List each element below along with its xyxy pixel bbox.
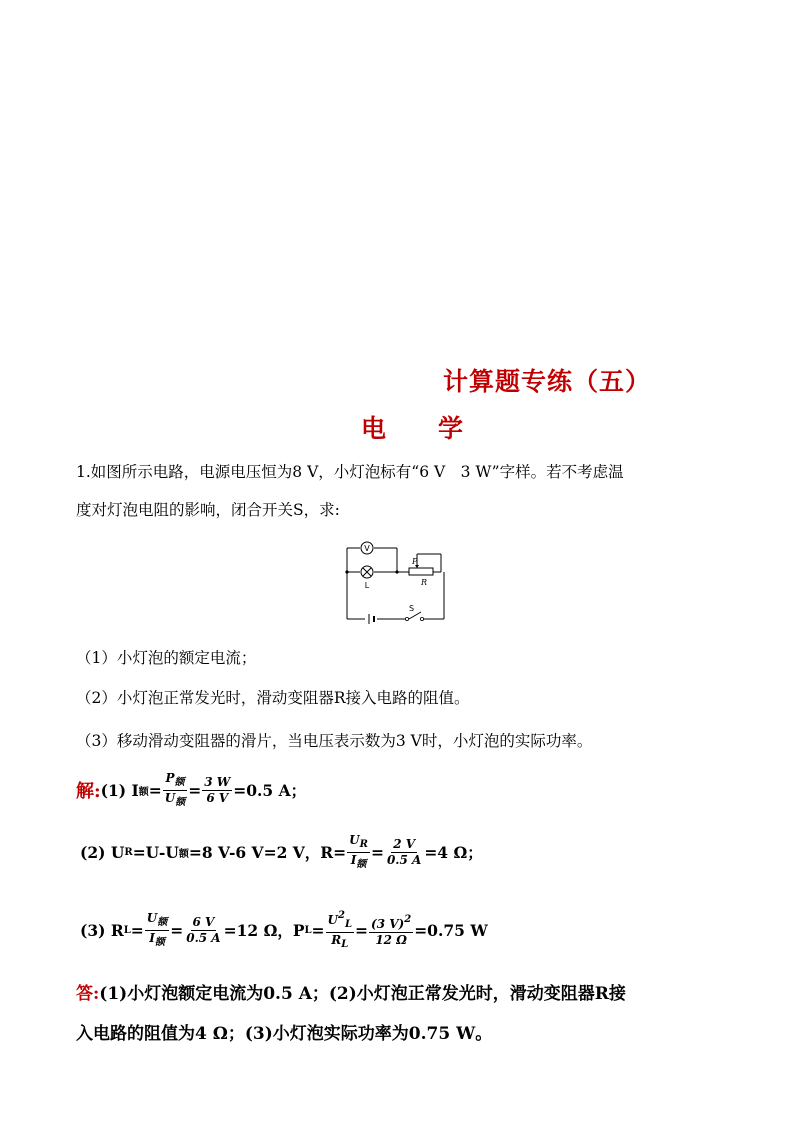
- voltmeter-icon: [361, 542, 373, 554]
- fraction: $\frac{(3 V)^2}{12 \Omega}$: [371, 914, 412, 947]
- fraction: $\frac{U_额}{I_额}$: [146, 910, 168, 948]
- subtitle-part2: 学: [438, 414, 464, 443]
- fraction: $\frac{2 V}{0.5 A}$: [386, 836, 422, 867]
- fraction: $\frac{P_额}{U_额}$: [164, 770, 186, 808]
- junction-dot: [395, 570, 398, 573]
- resistor-label: R: [421, 578, 428, 587]
- slider-label: P: [412, 557, 418, 566]
- question-item-2: （2）小灯泡正常发光时，滑动变阻器R接入电路的阻值。: [76, 689, 470, 707]
- answer-label: 答:: [76, 984, 100, 1004]
- solution-step-2: (2) U R =U-U 额 =8 V-6 V=2 V，R= $\frac{U_R}{I_额}$ = $\frac{2 V}{0.5 A}$ =4 Ω；: [80, 832, 483, 870]
- fraction: $\frac{3 W}{6 V}$: [204, 774, 231, 805]
- question-item-1: （1）小灯泡的额定电流；: [76, 649, 257, 667]
- question-item-3: （3）移动滑动变阻器的滑片，当电压表示数为3 V时，小灯泡的实际功率。: [76, 732, 593, 750]
- battery-icon: [369, 614, 374, 624]
- solution-step-1: 解: (1) I 额 = $\frac{P_额}{U_额}$ = $\frac{3 W}{6 V}$ =0.5 A；: [76, 770, 307, 808]
- lamp-label: L: [364, 581, 370, 590]
- answer-line-1: 答:(1)小灯泡额定电流为0.5 A；(2)小灯泡正常发光时，滑动变阻器R接: [76, 984, 626, 1004]
- question-line-2: 度对灯泡电阻的影响，闭合开关S，求:: [76, 501, 340, 519]
- fraction: $\frac{U_R}{I_额}$: [349, 832, 368, 870]
- junction-dot: [345, 570, 348, 573]
- question-line-1: 1.如图所示电路，电源电压恒为8 V，小灯泡标有“6 V 3 W”字样。若不考虑温: [76, 463, 624, 481]
- page-subtitle: [361, 409, 463, 445]
- solution-step-3: (3) R L = $\frac{U_额}{I_额}$ = $\frac{6 V}{0.5 A}$ =12 Ω，P L = $\frac{U^2_L}{R_L}$ = $\frac{(3 V)^2}{12 \Omega}$ =0.75 W: [80, 910, 488, 950]
- switch-icon: [405, 617, 423, 620]
- fraction: $\frac{U^2_L}{R_L}$: [327, 910, 353, 950]
- solution-label: 解:: [76, 781, 101, 802]
- answer-line-2: 入电路的阻值为4 Ω；(3)小灯泡实际功率为0.75 W。: [76, 1024, 493, 1044]
- voltmeter-label: V: [364, 544, 370, 553]
- lamp-icon: [361, 566, 373, 578]
- switch-label: S: [409, 604, 415, 613]
- subtitle-part1: 电: [361, 414, 387, 443]
- fraction: $\frac{6 V}{0.5 A}$: [186, 914, 221, 945]
- page-title: 计算题专练（五）: [443, 367, 652, 396]
- rheostat-icon: [409, 565, 433, 575]
- circuit-diagram: [343, 537, 463, 627]
